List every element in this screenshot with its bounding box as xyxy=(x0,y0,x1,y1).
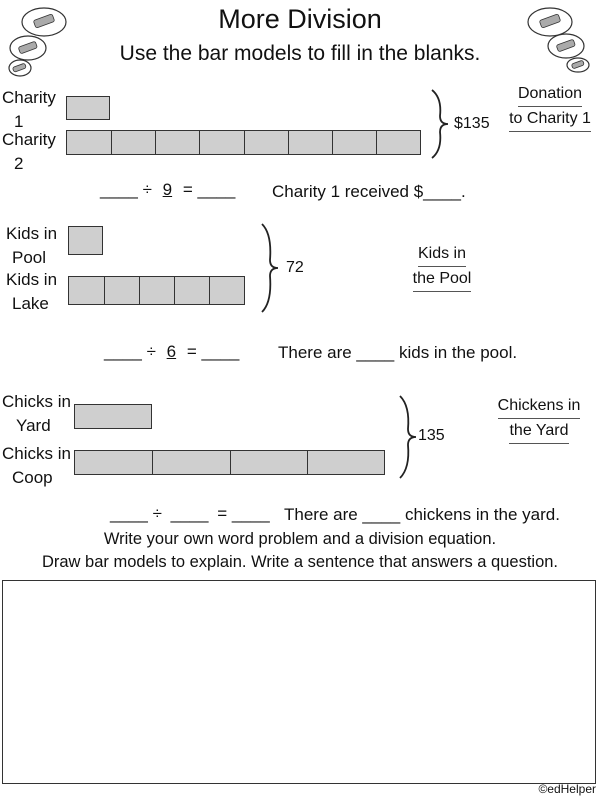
problem1-answer: Charity 1 received $____. xyxy=(272,182,466,201)
problem1-short-bar xyxy=(66,96,110,120)
problem3-brace xyxy=(396,394,420,480)
problem2-label2: Kids in Lake xyxy=(6,270,58,313)
bar-unit-divider xyxy=(244,131,245,154)
prompt-line-2: Draw bar models to explain. Write a sentence that answers a question. xyxy=(41,553,559,571)
problem2-long-bar xyxy=(68,276,245,305)
problem1-equation: ____ ÷ 9 = ____ xyxy=(100,180,236,199)
page-subtitle: Use the bar models to fill in the blanks. xyxy=(119,42,481,65)
bar-unit-divider xyxy=(155,131,156,154)
problem2-total: 72 xyxy=(286,259,304,276)
bar-unit-divider xyxy=(111,131,112,154)
bar-unit-divider xyxy=(376,131,377,154)
problem1-label2: Charity 2 xyxy=(2,130,56,173)
problem3-short-bar xyxy=(74,404,152,429)
bar-unit-divider xyxy=(230,451,231,474)
problem2-answer: There are ____ kids in the pool. xyxy=(278,343,518,362)
problem2-equation: ____ ÷ 6 = ____ xyxy=(104,342,240,361)
problem1-side-label: Donation to Charity 1 xyxy=(500,82,600,132)
problem1-total: $135 xyxy=(454,115,490,132)
problem3-answer: There are ____ chickens in the yard. xyxy=(284,505,560,524)
bar-unit-divider xyxy=(199,131,200,154)
drawing-area[interactable] xyxy=(2,580,596,784)
problem1-long-bar xyxy=(66,130,421,155)
copyright: ©edHelper xyxy=(538,782,596,796)
bar-unit-divider xyxy=(332,131,333,154)
bar-unit-divider xyxy=(209,277,210,304)
bar-unit-divider xyxy=(104,277,105,304)
problem3-side-label: Chickens in the Yard xyxy=(480,394,598,444)
bar-unit-divider xyxy=(152,451,153,474)
bar-unit-divider xyxy=(174,277,175,304)
prompt-line-1: Write your own word problem and a division equation. xyxy=(103,530,497,548)
bar-unit-divider xyxy=(307,451,308,474)
problem3-equation: ____ ÷ ____ = ____ xyxy=(110,504,270,523)
page-title: More Division xyxy=(218,4,382,34)
problem2-label1: Kids in Pool xyxy=(6,224,58,267)
problem3-label1: Chicks in Yard xyxy=(2,392,71,435)
problem2-brace xyxy=(258,222,282,314)
problem1-brace xyxy=(428,88,452,160)
bar-unit-divider xyxy=(139,277,140,304)
problem3-long-bar xyxy=(74,450,385,475)
problem2-short-bar xyxy=(68,226,103,255)
problem2-side-label: Kids in the Pool xyxy=(392,242,492,292)
problem1-label1: Charity 1 xyxy=(2,88,56,131)
problem3-total: 135 xyxy=(418,427,445,444)
problem3-label2: Chicks in Coop xyxy=(2,444,71,487)
bar-unit-divider xyxy=(288,131,289,154)
